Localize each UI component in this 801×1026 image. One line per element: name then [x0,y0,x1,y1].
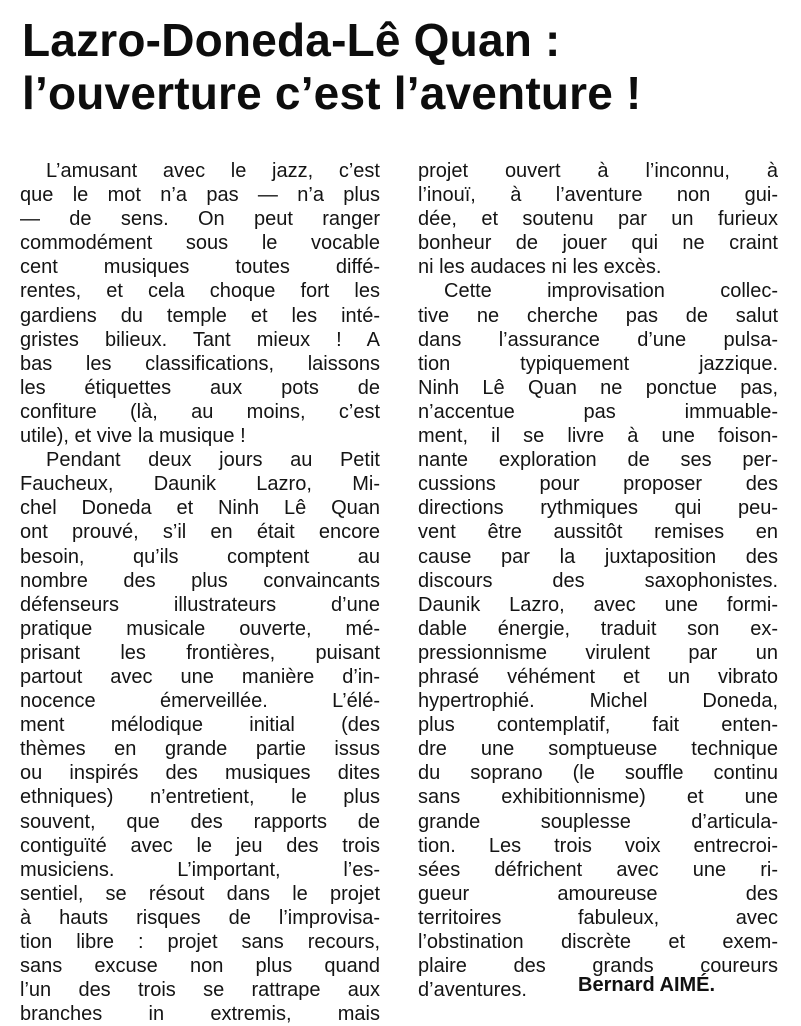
text-line: gueur amoureuse des [418,882,778,905]
text-line: nocence émerveillée. L’élé- [20,690,380,713]
text-line: discours des saxophonistes. [418,569,778,592]
text-line: l’obstination discrète et exem- [418,931,778,953]
text-line: dée, et soutenu par un furieux [418,208,778,231]
text-line: commodément sous le vocable [20,232,380,255]
text-line: nante exploration de ses per- [418,449,778,472]
text-line: cause par la juxtaposition des [418,545,778,568]
article-headline [22,14,792,120]
text-line: cent musiques toutes diffé- [20,256,380,279]
text-line: plus contemplatif, fait enten- [418,714,778,737]
text-line: vent être aussitôt remises en [418,521,778,544]
text-line: contiguïté avec le jeu des trois [20,834,380,857]
text-line: bas les classifications, laissons [20,352,380,375]
text-line: sées défrichent avec une ri- [418,858,778,881]
text-line: tive ne cherche pas de salut [418,304,778,327]
text-line: sans exhibitionnisme) et une [418,786,778,809]
text-line: gristes bilieux. Tant mieux ! A [20,328,380,351]
text-line: nombre des plus convaincants [20,569,380,592]
text-line: sans excuse non plus quand [20,955,380,978]
text-line: territoires fabuleux, avec [418,906,778,929]
text-line: musiciens. L’important, l’es- [20,858,380,881]
article-column-left [20,159,380,1026]
text-line: dre une somptueuse technique [418,738,778,761]
article-column-right [418,159,778,1002]
text-line: hypertrophié. Michel Doneda, [418,690,778,713]
text-line: à hauts risques de l’improvisa- [20,906,380,929]
text-line: pratique musicale ouverte, mé- [20,617,380,640]
text-line: tion. Les trois voix entrecroi- [418,834,778,857]
text-line: plaire des grands coureurs [418,955,778,978]
text-line: tion libre : projet sans recours, [20,931,380,953]
text-line: grande souplesse d’articula- [418,810,778,833]
text-line: les étiquettes aux pots de [20,376,380,399]
paragraph-1 [20,159,380,448]
text-line: projet ouvert à l’inconnu, à [418,160,778,182]
text-line: d’aventures. [418,979,527,1002]
text-line: ou inspirés des musiques dites [20,762,380,785]
headline-line-1: Lazro-Doneda-Lê Quan : [22,14,561,66]
paragraph-3 [418,279,778,1002]
text-line: partout avec une manière d’in- [20,665,380,688]
text-line: ni les audaces ni les excès. [418,256,662,279]
text-line: l’un des trois se rattrape aux [20,979,380,1002]
text-line: Ninh Lê Quan ne ponctue pas, [418,376,778,399]
text-line: ment mélodique initial (des [20,714,380,737]
text-line: du soprano (le souffle continu [418,762,778,785]
text-line: phrasé véhément et un vibrato [418,665,778,688]
text-line: L’amusant avec le jazz, c’est [46,160,380,182]
text-line: prisant les frontières, puisant [20,641,380,664]
text-line: souvent, que des rapports de [20,810,380,833]
text-line: que le mot n’a pas — n’a plus [20,184,380,207]
text-line: défenseurs illustrateurs d’une [20,593,380,616]
text-line: branches in extremis, mais [20,1003,380,1026]
text-line: gardiens du temple et les inté- [20,304,380,327]
text-line: ethniques) n’entretient, le plus [20,786,380,809]
text-line: ment, il se livre à une foison- [418,425,778,448]
author-signature: Bernard AIMÉ. [578,974,716,996]
text-line: besoin, qu’ils comptent au [20,545,380,568]
text-line: cussions pour proposer des [418,473,778,496]
text-line: — de sens. On peut ranger [20,208,380,231]
text-line: Daunik Lazro, avec une formi- [418,593,778,616]
text-line: n’accentue pas immuable- [418,400,778,423]
text-line: sentiel, se résout dans le projet [20,882,380,905]
text-line: rentes, et cela choque fort les [20,280,380,303]
text-line: directions rythmiques qui peu- [418,497,778,520]
text-line: Cette improvisation collec- [444,280,778,303]
paragraph-2 [20,448,380,1026]
paragraph-2-continued [418,159,778,279]
headline-line-2: l’ouverture c’est l’aventure ! [22,67,642,119]
text-line: thèmes en grande partie issus [20,738,380,761]
text-line: ont prouvé, s’il en était encore [20,521,380,544]
text-line: dans l’assurance d’une pulsa- [418,328,778,351]
text-line: utile), et vive la musique ! [20,425,246,448]
text-line: Faucheux, Daunik Lazro, Mi- [20,473,380,496]
text-line: confiture (là, au moins, c’est [20,400,380,423]
text-line: tion typiquement jazzique. [418,352,778,375]
text-line: bonheur de jouer qui ne craint [418,232,778,255]
text-line: chel Doneda et Ninh Lê Quan [20,497,380,520]
text-line: l’inouï, à l’aventure non gui- [418,184,778,207]
text-line: Pendant deux jours au Petit [46,449,380,472]
text-line: dable énergie, traduit son ex- [418,617,778,640]
text-line: pressionnisme virulent par un [418,641,778,664]
